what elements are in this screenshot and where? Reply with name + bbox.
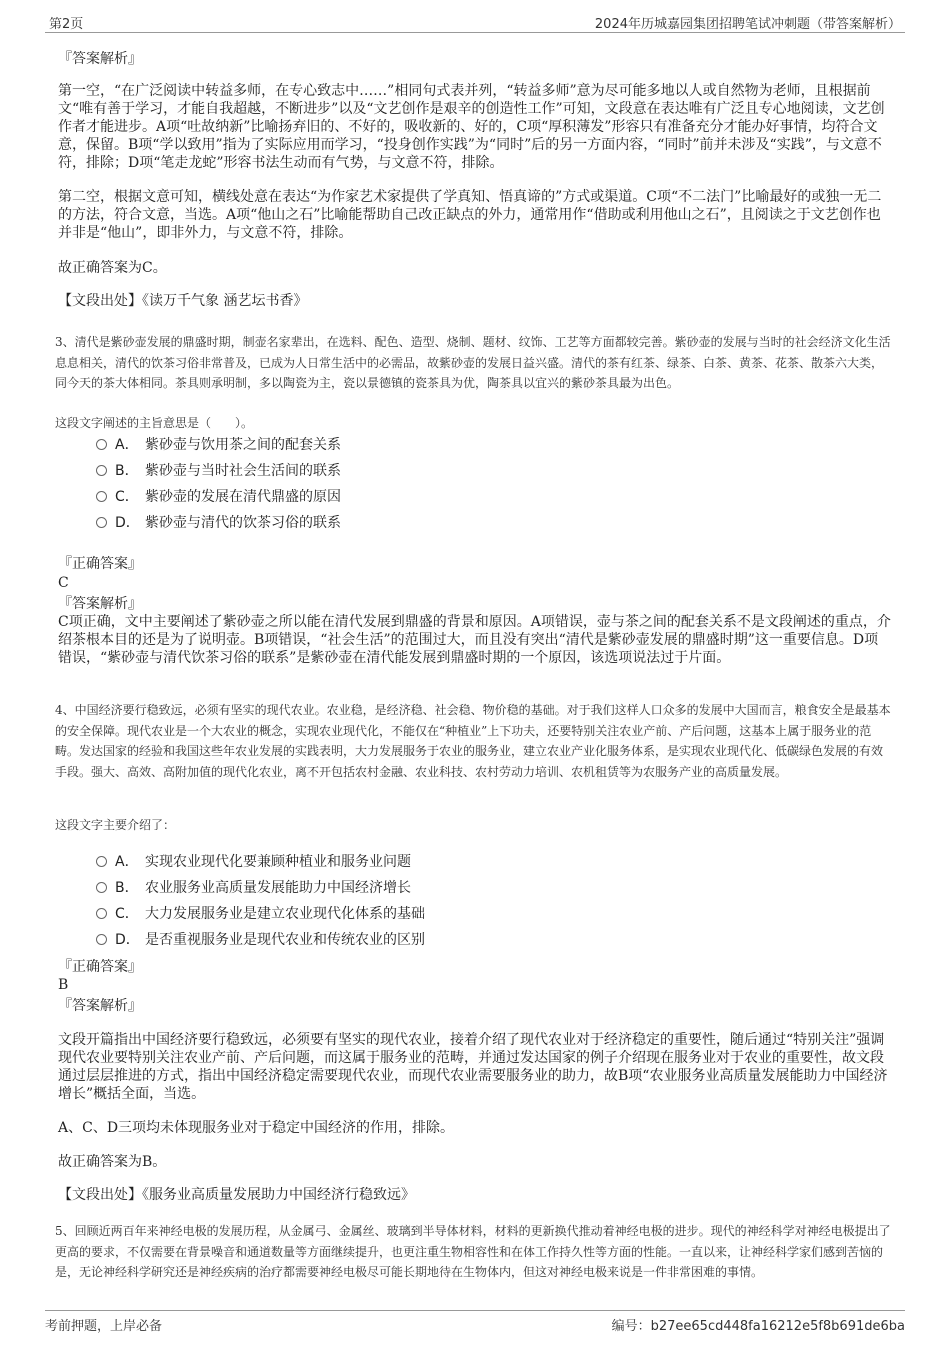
radio-icon[interactable]	[96, 491, 107, 502]
radio-icon[interactable]	[96, 856, 107, 867]
answer-title: 『正确答案』	[58, 959, 142, 975]
document-code: 编号：b27ee65cd448fa16212e5f8b691de6ba	[611, 1319, 905, 1334]
exclude-text: A、C、D三项均未体现服务业对于稳定中国经济的作用，排除。	[58, 1120, 455, 1136]
radio-icon[interactable]	[96, 439, 107, 450]
option-b[interactable]: B． 紫砂壶与当时社会生活间的联系	[96, 462, 341, 480]
option-a[interactable]: A． 实现农业现代化要兼顾种植业和服务业问题	[96, 853, 411, 871]
option-a[interactable]: A． 紫砂壶与饮用茶之间的配套关系	[96, 436, 341, 454]
analysis-paragraph: 第一空，“在广泛阅读中转益多师，在专心致志中……”相同句式表并列，“转益多师”意为尽可能多地以人或自然物为老师，且根据前文“唯有善于学习，才能自我超越，不断进步”以及“文艺创作是艰辛的创造性工作”可知，文段意在表达唯有广泛且专心地阅读，文艺创作者才能进步。A项“吐故纳新”比喻扬弃旧的、不好的，吸收新的、好的，C项“厚积薄发”形容只有准备充分才能办好事情，均符合文意，保留。B项“学以致用”指为了实际应用而学习，“投身创作实践”为“同时”后的另一方面内容，“同时”前并未涉及“实践”，与文意不符，排除；D项“笔走龙蛇”形容书法生动而有气势，与文意不符，排除。	[58, 83, 885, 171]
page-header	[45, 10, 905, 33]
answer-value: C	[58, 575, 69, 591]
option-d[interactable]: D． 是否重视服务业是现代农业和传统农业的区别	[96, 931, 425, 949]
option-b[interactable]: B． 农业服务业高质量发展能助力中国经济增长	[96, 879, 411, 897]
radio-icon[interactable]	[96, 934, 107, 945]
radio-icon[interactable]	[96, 882, 107, 893]
analysis-title: 『答案解析』	[58, 596, 142, 612]
analysis-paragraph: 文段开篇指出中国经济要行稳致远，必须要有坚实的现代农业，接着介绍了现代农业对于经济稳定的重要性，随后通过“特别关注”强调现代农业要特别关注农业产前、产后问题，而这属于服务业的范畴，并通过发达国家的例子介绍现在服务业对于农业的重要性，故文段通过层层推进的方式，指出中国经济稳定需要现代农业，而现代农业需要服务业的助力，故B项“农业服务业高质量发展能助力中国经济增长”概括全面，当选。	[58, 1032, 888, 1102]
option-c[interactable]: C． 大力发展服务业是建立农业现代化体系的基础	[96, 905, 425, 923]
page-footer	[45, 1310, 905, 1335]
source-text: 【文段出处】《服务业高质量发展助力中国经济行稳致远》	[58, 1187, 415, 1203]
conclusion-text: 故正确答案为B。	[58, 1154, 167, 1170]
source-text: 【文段出处】《读万千气象 涵艺坛书香》	[58, 293, 308, 309]
analysis-title: 『答案解析』	[58, 51, 142, 67]
page-number: 第2页	[49, 17, 84, 32]
analysis-paragraph: C项正确，文中主要阐述了紫砂壶之所以能在清代发展到鼎盛的背景和原因。A项错误，壶与茶之间的配套关系不是文段阐述的重点，介绍茶根本目的还是为了说明壶。B项错误，“社会生活”的范围过大，而且没有突出“清代是紫砂壶发展的鼎盛时期”这一重要信息。D项错误，“紫砂壶与清代饮茶习俗的联系”是紫砂壶在清代能发展到鼎盛时期的一个原因，该选项说法过于片面。	[58, 614, 891, 666]
radio-icon[interactable]	[96, 465, 107, 476]
footer-slogan: 考前押题，上岸必备	[45, 1319, 163, 1334]
question-stem: 3、清代是紫砂壶发展的鼎盛时期，制壶名家辈出，在选料、配色、造型、烧制、题材、纹饰、工艺等方面都较完善。紫砂壶的发展与当时的社会经济文化生活息息相关，清代的饮茶习俗非常普及，已成为人日常生活中的必需品，故紫砂壶的发展日益兴盛。清代的茶有红茶、绿茶、白茶、黄茶、花茶、散茶六大类，同今天的茶大体相同。茶具则承明制，多以陶瓷为主，瓷以景德镇的瓷茶具为优，陶茶具以宜兴的紫砂茶具最为出色。	[55, 335, 891, 390]
analysis-paragraph: 第二空，根据文意可知，横线处意在表达“为作家艺术家提供了学真知、悟真谛的”方式或渠道。C项“不二法门”比喻最好的或独一无二的方法，符合文意，当选。A项“他山之石”比喻能帮助自己改正缺点的外力，通常用作“借助或利用他山之石”，且阅读之于文艺创作也并非是“他山”，即非外力，与文意不符，排除。	[58, 189, 882, 241]
radio-icon[interactable]	[96, 908, 107, 919]
question-stem: 5、回顾近两百年来神经电极的发展历程，从金属弓、金属丝、玻璃到半导体材料，材料的更新换代推动着神经电极的进步。现代的神经科学对神经电极提出了更高的要求，不仅需要在背景噪音和通道数量等方面继续提升，也更注重生物相容性和在体工作持久性等方面的性能。一直以来，让神经科学家们感到苦恼的是，无论神经科学研究还是神经疾病的治疗都需要神经电极尽可能长期地待在生物体内，但这对神经电极来说是一件非常困难的事情。	[55, 1224, 891, 1279]
answer-value: B	[58, 977, 69, 993]
analysis-title: 『答案解析』	[58, 998, 142, 1014]
question-prompt: 这段文字阐述的主旨意思是（ ）。	[55, 416, 254, 430]
option-c[interactable]: C． 紫砂壶的发展在清代鼎盛的原因	[96, 488, 341, 506]
document-title: 2024年历城嘉园集团招聘笔试冲刺题（带答案解析）	[594, 17, 901, 32]
answer-title: 『正确答案』	[58, 556, 142, 572]
radio-icon[interactable]	[96, 517, 107, 528]
question-prompt: 这段文字主要介绍了：	[55, 818, 176, 832]
question-stem: 4、中国经济要行稳致远，必须有坚实的现代农业。农业稳，是经济稳、社会稳、物价稳的基础。对于我们这样人口众多的发展中大国而言，粮食安全是最基本的安全保障。现代农业是一个大农业的概念，实现农业现代化，不能仅在“种植业”上下功夫，还要特别关注农业产前、产后问题，这基本上属于服务业的范畴。发达国家的经验和我国这些年农业发展的实践表明，大力发展服务于农业的服务业，建立农业产业化服务体系，是实现农业现代化、低碳绿色发展的有效手段。强大、高效、高附加值的现代化农业，离不开包括农村金融、农业科技、农村劳动力培训、农机租赁等为农服务产业的高质量发展。	[55, 703, 891, 779]
option-d[interactable]: D． 紫砂壶与清代的饮茶习俗的联系	[96, 514, 341, 532]
conclusion-text: 故正确答案为C。	[58, 260, 167, 276]
